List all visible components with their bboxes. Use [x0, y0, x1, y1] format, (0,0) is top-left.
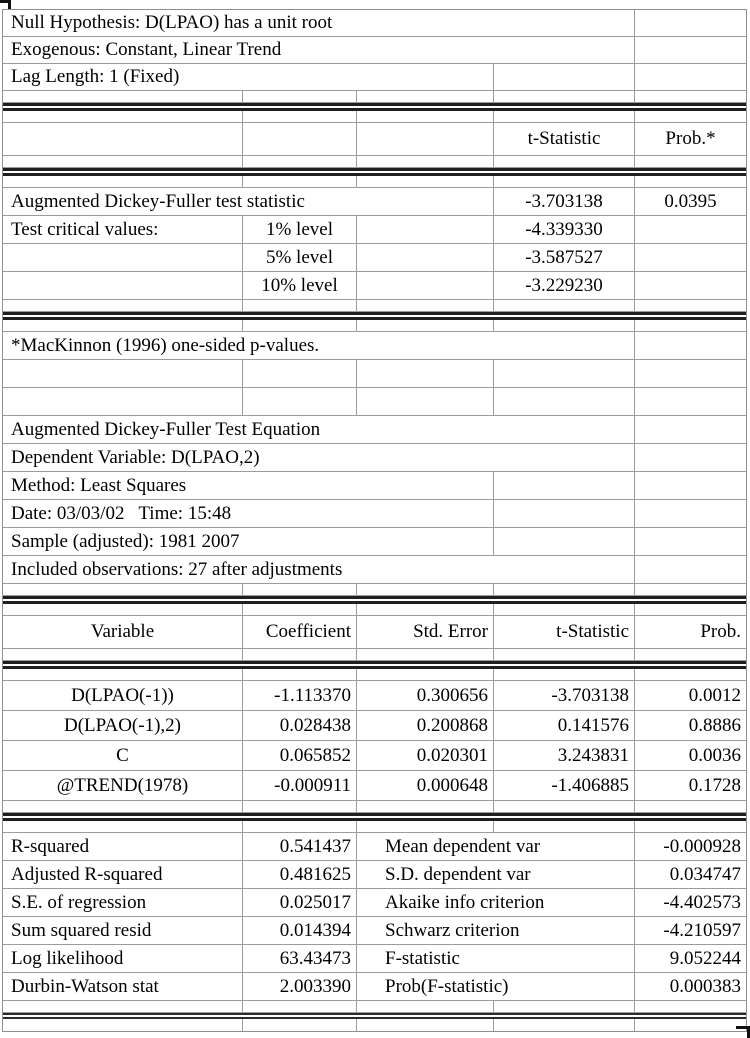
summary-left-value: 0.481625	[243, 861, 357, 888]
empty-row	[3, 388, 746, 416]
critical-value-row-1pct	[3, 216, 746, 244]
coefficient-row	[3, 711, 746, 741]
empty-cell	[494, 1001, 635, 1012]
lag-length-text: Lag Length: 1 (Fixed)	[3, 64, 494, 90]
empty-cell	[494, 1019, 635, 1031]
empty-cell	[3, 91, 243, 102]
variable-name: D(LPAO(-1),2)	[3, 711, 243, 740]
empty-cell	[357, 91, 494, 102]
empty-cell	[635, 37, 746, 63]
empty-cell	[635, 300, 746, 311]
empty-cell	[357, 388, 494, 415]
empty-cell	[494, 156, 635, 167]
empty-cell	[3, 156, 243, 167]
exogenous-text: Exogenous: Constant, Linear Trend	[3, 37, 635, 63]
empty-cell	[494, 669, 635, 680]
empty-cell	[494, 500, 635, 527]
empty-cell	[243, 649, 357, 660]
empty-cell	[357, 216, 494, 243]
empty-cell	[635, 111, 746, 122]
empty-cell	[243, 669, 357, 680]
empty-cell	[635, 584, 746, 595]
included-observations-row	[3, 556, 746, 584]
adf-statistic-label: Augmented Dickey-Fuller test statistic	[3, 188, 494, 215]
empty-cell	[357, 649, 494, 660]
empty-cell	[494, 320, 635, 331]
empty-cell	[635, 528, 746, 555]
critical-level-1pct: 1% level	[243, 216, 357, 243]
empty-cell	[243, 604, 357, 615]
adf-output-table	[2, 9, 747, 1032]
method-row	[3, 472, 746, 500]
equation-title-text: Augmented Dickey-Fuller Test Equation	[3, 416, 635, 443]
dependent-variable-row	[3, 444, 746, 472]
summary-right-label: S.D. dependent var	[357, 861, 635, 888]
spacer-row	[3, 320, 746, 332]
empty-cell	[357, 320, 494, 331]
empty-cell	[357, 1019, 494, 1031]
spacer-row	[3, 821, 746, 833]
summary-row	[3, 973, 746, 1001]
mackinnon-footnote: *MacKinnon (1996) one-sided p-values.	[3, 332, 635, 359]
summary-left-value: 2.003390	[243, 973, 357, 1000]
empty-cell	[357, 176, 494, 187]
double-rule	[3, 312, 746, 320]
empty-cell	[494, 176, 635, 187]
empty-cell	[494, 64, 635, 90]
summary-right-label: F-statistic	[357, 945, 635, 972]
empty-cell	[494, 300, 635, 311]
empty-cell	[635, 10, 746, 36]
summary-right-value: 0.034747	[669, 863, 741, 885]
empty-cell	[635, 216, 746, 243]
empty-cell	[3, 388, 243, 415]
date-time-row	[3, 500, 746, 528]
empty-cell	[357, 1001, 494, 1012]
empty-cell	[243, 91, 357, 102]
adf-statistic-row	[3, 188, 746, 216]
empty-cell	[635, 244, 746, 271]
adf-statistic-value: -3.703138	[494, 188, 635, 215]
empty-cell	[3, 244, 243, 271]
empty-cell	[3, 821, 243, 832]
empty-cell	[494, 472, 635, 499]
stat-header-row	[3, 123, 746, 156]
spacer-row	[3, 176, 746, 188]
summary-left-label: Log likelihood	[3, 945, 243, 972]
prob-column-header: Prob.	[700, 621, 741, 642]
empty-cell	[635, 320, 746, 331]
empty-cell	[243, 320, 357, 331]
empty-cell	[635, 821, 746, 832]
empty-cell	[635, 1019, 746, 1031]
prob-value: 0.1728	[688, 774, 741, 796]
coefficients-header-row	[3, 616, 746, 649]
std-error-value: 0.020301	[357, 741, 494, 770]
summary-left-value: 63.43473	[243, 945, 357, 972]
empty-cell	[243, 821, 357, 832]
prob-value: 0.8886	[688, 714, 741, 736]
spacer-row	[3, 604, 746, 616]
spacer-row	[3, 300, 746, 312]
t-statistic-column-header: t-Statistic	[494, 616, 635, 648]
empty-cell	[635, 91, 746, 102]
t-statistic-value: -1.406885	[494, 771, 635, 800]
spacer-row	[3, 649, 746, 661]
empty-cell	[635, 444, 746, 471]
variable-name: C	[3, 741, 243, 770]
method-text: Method: Least Squares	[3, 472, 494, 499]
coefficient-row	[3, 741, 746, 771]
adf-statistic-prob: 0.0395	[664, 190, 717, 212]
empty-cell	[635, 801, 746, 812]
prob-value: 0.0036	[688, 744, 741, 766]
spacer-row	[3, 111, 746, 123]
critical-values-label: Test critical values:	[3, 216, 243, 243]
summary-right-label: Prob(F-statistic)	[357, 973, 635, 1000]
empty-cell	[494, 360, 635, 387]
empty-cell	[635, 64, 746, 90]
empty-cell	[243, 123, 357, 155]
empty-cell	[635, 1001, 746, 1012]
empty-cell	[635, 388, 746, 415]
spacer-row	[3, 584, 746, 596]
empty-cell	[635, 360, 746, 387]
std-error-value: 0.300656	[357, 681, 494, 710]
empty-cell	[357, 360, 494, 387]
critical-value-5pct: -3.587527	[494, 244, 635, 271]
empty-cell	[3, 669, 243, 680]
empty-cell	[3, 320, 243, 331]
spacer-row	[3, 156, 746, 168]
empty-cell	[243, 801, 357, 812]
prob-value: 0.0012	[688, 684, 741, 706]
summary-row	[3, 889, 746, 917]
summary-right-label: Akaike info criterion	[357, 889, 635, 916]
variable-header: Variable	[3, 616, 243, 648]
double-rule	[3, 596, 746, 604]
footnote-row	[3, 332, 746, 360]
equation-title-row	[3, 416, 746, 444]
empty-cell	[3, 649, 243, 660]
empty-cell	[494, 821, 635, 832]
empty-cell	[243, 300, 357, 311]
summary-right-label: Mean dependent var	[357, 833, 635, 860]
coefficient-value: -0.000911	[243, 771, 357, 800]
empty-cell	[635, 156, 746, 167]
coefficient-header: Coefficient	[243, 616, 357, 648]
spacer-row	[3, 669, 746, 681]
critical-value-10pct: -3.229230	[494, 272, 635, 299]
empty-cell	[3, 360, 243, 387]
spacer-row	[3, 1001, 746, 1013]
std-error-value: 0.200868	[357, 711, 494, 740]
summary-row	[3, 945, 746, 973]
empty-cell	[3, 801, 243, 812]
null-hypothesis-row	[3, 10, 746, 37]
double-rule	[3, 103, 746, 111]
summary-right-value: 9.052244	[669, 947, 741, 969]
summary-row	[3, 917, 746, 945]
empty-cell	[3, 111, 243, 122]
empty-cell	[3, 1001, 243, 1012]
empty-cell	[494, 584, 635, 595]
critical-value-row-10pct	[3, 272, 746, 300]
summary-left-label: Adjusted R-squared	[3, 861, 243, 888]
empty-cell	[635, 416, 746, 443]
empty-cell	[357, 821, 494, 832]
empty-cell	[635, 176, 746, 187]
empty-cell	[357, 244, 494, 271]
summary-left-value: 0.025017	[243, 889, 357, 916]
date-time-text: Date: 03/03/02 Time: 15:48	[3, 500, 494, 527]
summary-left-value: 0.541437	[243, 833, 357, 860]
prob-header: Prob.*	[665, 128, 716, 149]
t-statistic-header: t-Statistic	[494, 123, 635, 155]
empty-cell	[243, 156, 357, 167]
std-error-value: 0.000648	[357, 771, 494, 800]
empty-cell	[357, 584, 494, 595]
spacer-row	[3, 801, 746, 813]
null-hypothesis-text: Null Hypothesis: D(LPAO) has a unit root	[3, 10, 635, 36]
empty-cell	[243, 360, 357, 387]
sample-row	[3, 528, 746, 556]
summary-left-value: 0.014394	[243, 917, 357, 944]
empty-cell	[494, 649, 635, 660]
sample-text: Sample (adjusted): 1981 2007	[3, 528, 494, 555]
empty-row	[3, 360, 746, 388]
critical-level-10pct: 10% level	[243, 272, 357, 299]
summary-left-label: Sum squared resid	[3, 917, 243, 944]
coefficient-value: 0.065852	[243, 741, 357, 770]
t-statistic-value: 0.141576	[494, 711, 635, 740]
summary-left-label: S.E. of regression	[3, 889, 243, 916]
empty-cell	[357, 123, 494, 155]
empty-cell	[494, 91, 635, 102]
empty-cell	[243, 1019, 357, 1031]
summary-left-label: R-squared	[3, 833, 243, 860]
empty-cell	[635, 649, 746, 660]
empty-cell	[635, 604, 746, 615]
variable-name: @TREND(1978)	[3, 771, 243, 800]
t-statistic-value: -3.703138	[494, 681, 635, 710]
empty-cell	[635, 556, 746, 583]
empty-cell	[3, 1019, 243, 1031]
coefficient-value: 0.028438	[243, 711, 357, 740]
summary-right-value: -4.402573	[663, 891, 741, 913]
exogenous-row	[3, 37, 746, 64]
empty-cell	[243, 111, 357, 122]
critical-level-5pct: 5% level	[243, 244, 357, 271]
dependent-variable-text: Dependent Variable: D(LPAO,2)	[3, 444, 635, 471]
lag-length-row	[3, 64, 746, 91]
summary-right-value: -4.210597	[663, 919, 741, 941]
t-statistic-value: 3.243831	[494, 741, 635, 770]
double-rule	[3, 813, 746, 821]
empty-cell	[243, 584, 357, 595]
empty-cell	[357, 669, 494, 680]
summary-right-value: -0.000928	[663, 835, 741, 857]
empty-cell	[357, 156, 494, 167]
spacer-row	[3, 1019, 746, 1031]
empty-cell	[494, 528, 635, 555]
empty-cell	[635, 500, 746, 527]
empty-cell	[243, 1001, 357, 1012]
empty-cell	[635, 669, 746, 680]
summary-row	[3, 833, 746, 861]
empty-cell	[3, 123, 243, 155]
empty-cell	[494, 801, 635, 812]
empty-cell	[243, 176, 357, 187]
empty-cell	[635, 472, 746, 499]
empty-cell	[357, 300, 494, 311]
empty-cell	[357, 111, 494, 122]
empty-cell	[3, 300, 243, 311]
coefficient-value: -1.113370	[243, 681, 357, 710]
empty-cell	[635, 272, 746, 299]
empty-cell	[635, 332, 746, 359]
summary-right-label: Schwarz criterion	[357, 917, 635, 944]
summary-right-value: 0.000383	[669, 975, 741, 997]
coefficient-row	[3, 681, 746, 711]
empty-cell	[3, 176, 243, 187]
std-error-header: Std. Error	[357, 616, 494, 648]
empty-cell	[357, 801, 494, 812]
empty-cell	[357, 272, 494, 299]
critical-value-1pct: -4.339330	[494, 216, 635, 243]
empty-cell	[494, 388, 635, 415]
empty-cell	[243, 388, 357, 415]
summary-left-label: Durbin-Watson stat	[3, 973, 243, 1000]
spacer-row	[3, 91, 746, 103]
double-rule	[3, 661, 746, 669]
empty-cell	[357, 604, 494, 615]
summary-row	[3, 861, 746, 889]
variable-name: D(LPAO(-1))	[3, 681, 243, 710]
critical-value-row-5pct	[3, 244, 746, 272]
empty-cell	[3, 584, 243, 595]
empty-cell	[3, 604, 243, 615]
included-observations-text: Included observations: 27 after adjustments	[3, 556, 635, 583]
empty-cell	[494, 111, 635, 122]
coefficient-row	[3, 771, 746, 801]
empty-cell	[3, 272, 243, 299]
empty-cell	[494, 604, 635, 615]
double-rule	[3, 168, 746, 176]
